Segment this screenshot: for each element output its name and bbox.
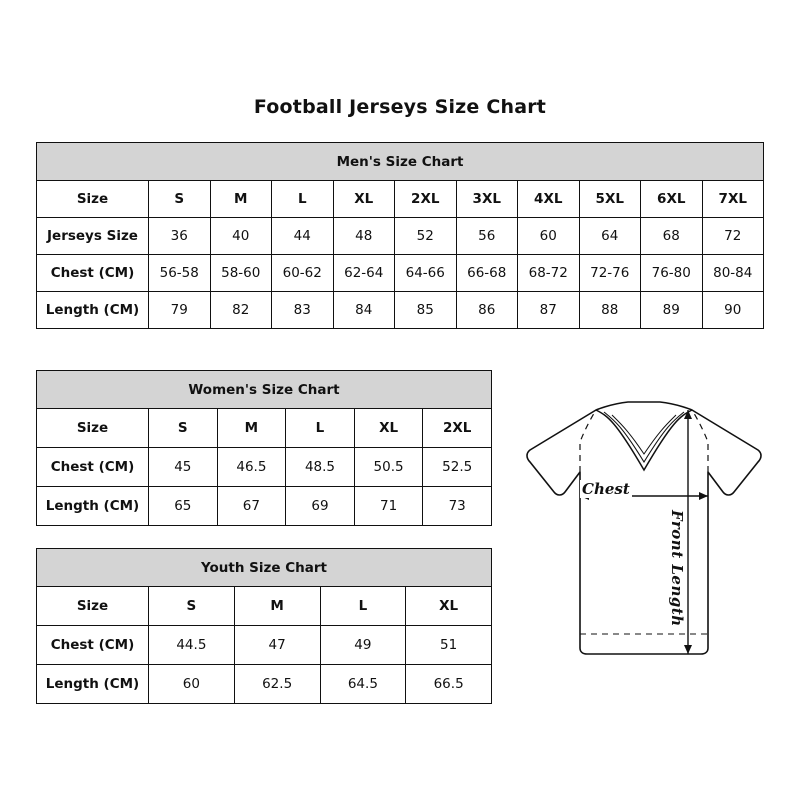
table-row: [37, 292, 764, 329]
table-cell: 79: [149, 292, 211, 329]
table-cell: 67: [217, 487, 286, 526]
table-cell: 83: [272, 292, 334, 329]
chest-label: Chest: [582, 480, 630, 498]
mens-col-s: S: [149, 181, 211, 218]
table-cell: 80-84: [702, 255, 764, 292]
table-cell: 84: [333, 292, 395, 329]
youth-row-header: Size: [37, 587, 149, 626]
table-cell: 47: [234, 626, 320, 665]
table-cell: 82: [210, 292, 272, 329]
table-cell: 48.5: [286, 448, 355, 487]
table-row: [37, 665, 492, 704]
youth-col-l: L: [320, 587, 406, 626]
table-cell: 68-72: [518, 255, 580, 292]
mens-row-header: Size: [37, 181, 149, 218]
youth-row-label-chest: Chest (CM): [37, 626, 149, 665]
womens-row-header: Size: [37, 409, 149, 448]
table-caption-row: [37, 143, 764, 181]
table-cell: 90: [702, 292, 764, 329]
mens-col-2xl: 2XL: [395, 181, 457, 218]
table-row: [37, 487, 492, 526]
table-cell: 60: [518, 218, 580, 255]
table-cell: 51: [406, 626, 492, 665]
table-header-row: [37, 181, 764, 218]
table-cell: 86: [456, 292, 518, 329]
table-cell: 85: [395, 292, 457, 329]
womens-col-m: M: [217, 409, 286, 448]
table-cell: 88: [579, 292, 641, 329]
mens-col-6xl: 6XL: [641, 181, 703, 218]
table-cell: 66.5: [406, 665, 492, 704]
table-cell: 60: [149, 665, 235, 704]
womens-table: [36, 370, 492, 526]
mens-row-label-jerseys-size: Jerseys Size: [37, 218, 149, 255]
table-cell: 68: [641, 218, 703, 255]
table-cell: 62-64: [333, 255, 395, 292]
table-cell: 44.5: [149, 626, 235, 665]
table-cell: 56: [456, 218, 518, 255]
front-length-label: Front Length: [668, 510, 686, 627]
mens-col-7xl: 7XL: [702, 181, 764, 218]
table-cell: 73: [423, 487, 492, 526]
table-cell: 46.5: [217, 448, 286, 487]
youth-size-chart: [36, 548, 492, 704]
table-cell: 52: [395, 218, 457, 255]
table-cell: 72: [702, 218, 764, 255]
table-cell: 40: [210, 218, 272, 255]
table-cell: 52.5: [423, 448, 492, 487]
mens-col-xl: XL: [333, 181, 395, 218]
table-cell: 64-66: [395, 255, 457, 292]
table-header-row: [37, 587, 492, 626]
mens-caption: Men's Size Chart: [37, 143, 764, 181]
table-cell: 58-60: [210, 255, 272, 292]
table-cell: 64: [579, 218, 641, 255]
table-cell: 45: [149, 448, 218, 487]
mens-col-3xl: 3XL: [456, 181, 518, 218]
mens-col-m: M: [210, 181, 272, 218]
jersey-outline-svg: [500, 396, 788, 696]
mens-row-label-length: Length (CM): [37, 292, 149, 329]
table-cell: 62.5: [234, 665, 320, 704]
table-row: [37, 626, 492, 665]
table-cell: 50.5: [354, 448, 423, 487]
table-header-row: [37, 409, 492, 448]
womens-row-label-chest: Chest (CM): [37, 448, 149, 487]
table-cell: 71: [354, 487, 423, 526]
table-row: [37, 448, 492, 487]
womens-size-chart: [36, 370, 492, 526]
table-cell: 89: [641, 292, 703, 329]
page-title: Football Jerseys Size Chart: [253, 96, 547, 118]
mens-table: [36, 142, 764, 329]
womens-col-s: S: [149, 409, 218, 448]
youth-col-s: S: [149, 587, 235, 626]
youth-table: [36, 548, 492, 704]
womens-col-xl: XL: [354, 409, 423, 448]
table-cell: 65: [149, 487, 218, 526]
table-caption-row: [37, 371, 492, 409]
table-cell: 44: [272, 218, 334, 255]
jersey-measurement-diagram: [500, 396, 788, 696]
womens-col-2xl: 2XL: [423, 409, 492, 448]
mens-row-label-chest: Chest (CM): [37, 255, 149, 292]
table-cell: 49: [320, 626, 406, 665]
table-cell: 87: [518, 292, 580, 329]
youth-caption: Youth Size Chart: [37, 549, 492, 587]
youth-col-xl: XL: [406, 587, 492, 626]
table-cell: 69: [286, 487, 355, 526]
table-cell: 72-76: [579, 255, 641, 292]
table-row: [37, 255, 764, 292]
table-cell: 56-58: [149, 255, 211, 292]
mens-col-4xl: 4XL: [518, 181, 580, 218]
mens-col-5xl: 5XL: [579, 181, 641, 218]
table-cell: 66-68: [456, 255, 518, 292]
mens-col-l: L: [272, 181, 334, 218]
table-cell: 76-80: [641, 255, 703, 292]
table-cell: 36: [149, 218, 211, 255]
youth-col-m: M: [234, 587, 320, 626]
table-cell: 60-62: [272, 255, 334, 292]
table-cell: 48: [333, 218, 395, 255]
table-caption-row: [37, 549, 492, 587]
womens-caption: Women's Size Chart: [37, 371, 492, 409]
womens-row-label-length: Length (CM): [37, 487, 149, 526]
mens-size-chart: [36, 142, 764, 329]
womens-col-l: L: [286, 409, 355, 448]
youth-row-label-length: Length (CM): [37, 665, 149, 704]
table-row: [37, 218, 764, 255]
table-cell: 64.5: [320, 665, 406, 704]
